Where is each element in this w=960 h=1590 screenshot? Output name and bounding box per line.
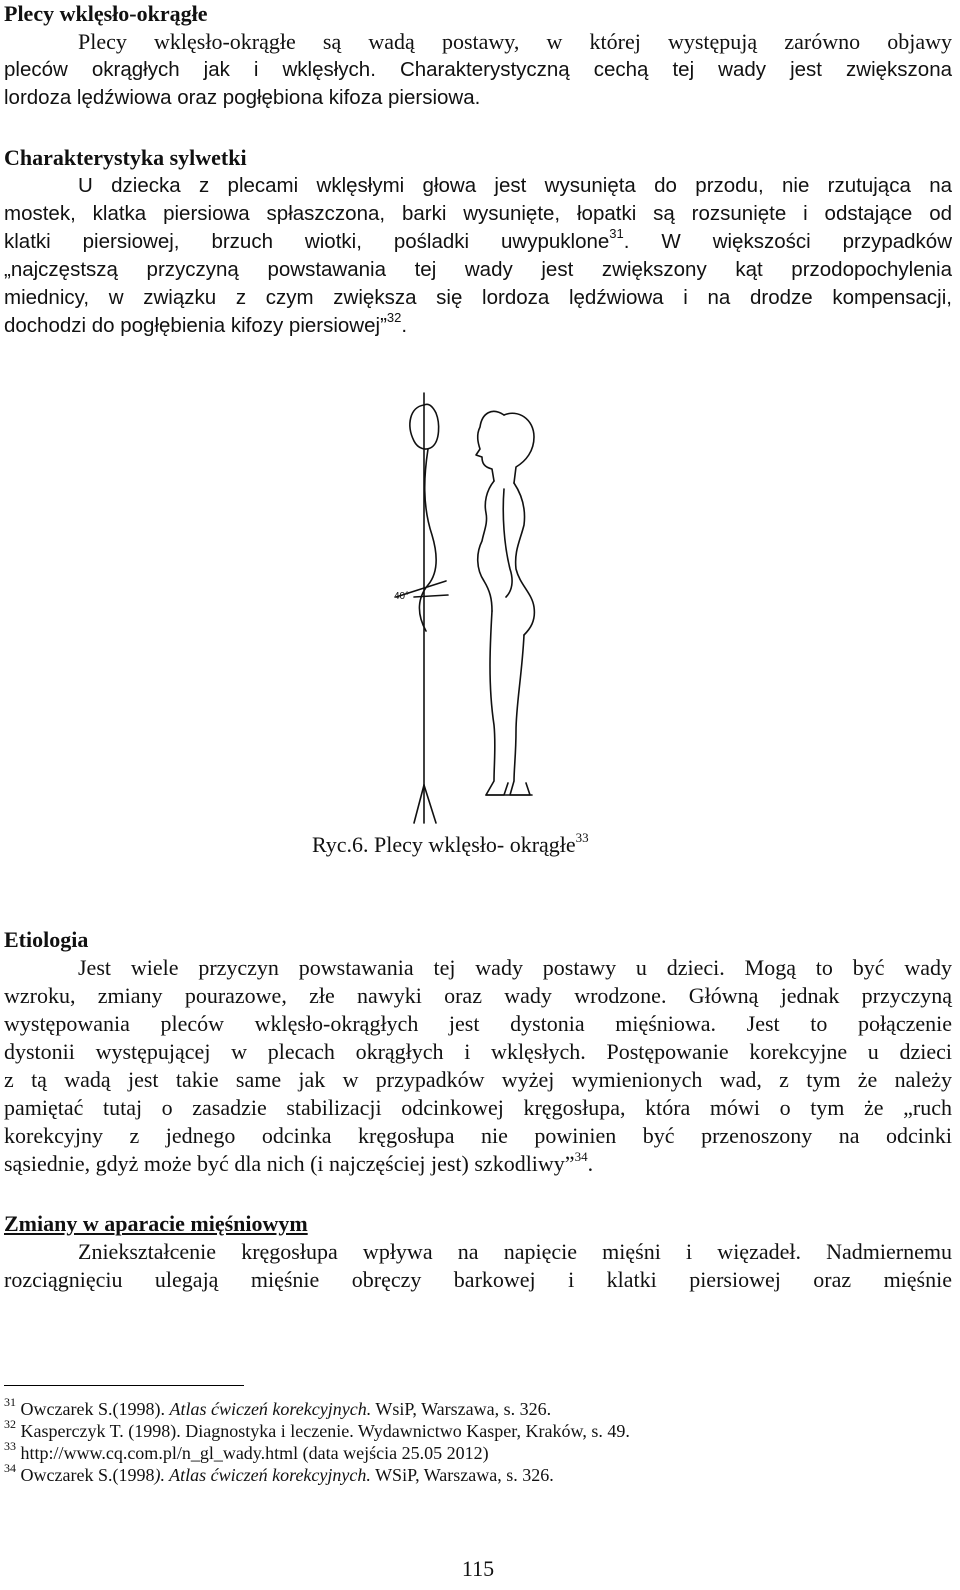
paragraph-line: z tą wadą jest takie same jak w przypadków wyżej wymienionych wad, z tym że należy: [4, 1067, 952, 1092]
paragraph-line: pleców okrągłych jak i wklęsłych. Charakterystyczną cechą tej wady jest zwiększona: [4, 58, 952, 81]
face-profile: [476, 411, 504, 481]
footnote-ref[interactable]: 32: [386, 310, 402, 326]
footnote-text: WsiP, Warszawa, s. 326.: [371, 1399, 552, 1419]
paragraph-line: występowania pleców wklęsło-okrągłych jest dystonia mięśniowa. Jest to połączenie: [4, 1011, 952, 1036]
paragraph-line: miednicy, w związku z czym zwiększa się lordoza lędźwiowa i na drodze kompensacji,: [4, 286, 952, 309]
paragraph-line: [4, 1150, 952, 1178]
paragraph-line: korekcyjny z jednego odcinka kręgosłupa nie powinien być przenoszony na odcinki: [4, 1123, 952, 1148]
section-heading-charakterystyka: Charakterystyka sylwetki: [4, 145, 247, 170]
footnote-number: 32: [4, 1417, 16, 1431]
footnote-ref[interactable]: 34: [574, 1148, 588, 1164]
footnote-text: Owczarek S.(1998).: [20, 1399, 170, 1419]
paragraph-line: „najczęstszą przyczyną powstawania tej wady jest zwiększony kąt przodopochylenia: [4, 258, 952, 281]
paragraph-line: [4, 312, 952, 340]
section-heading-etiologia: Etiologia: [4, 927, 89, 952]
front-torso: [478, 481, 494, 611]
footnote-number: 34: [4, 1461, 16, 1475]
text-run: .: [587, 1151, 594, 1176]
text-run: . W większości przypadków: [623, 230, 953, 253]
footnote-ref[interactable]: 33: [575, 829, 589, 845]
footnote-rule: [4, 1385, 244, 1386]
paragraph-line: Plecy wklęsło-okrągłe są wadą postawy, w której występują zarówno objawy: [78, 29, 952, 54]
paragraph-line: [4, 228, 952, 256]
front-leg: [486, 611, 508, 795]
footnote-text: Owczarek S.(1998: [20, 1465, 155, 1485]
paragraph-line: wzroku, zmiany pourazowe, złe nawyki oraz wady wrodzone. Główną jednak przyczyną: [4, 983, 952, 1008]
text-run: klatki piersiowej, brzuch wiotki, pośladki uwypuklone: [4, 230, 610, 253]
footnote: [4, 1395, 552, 1420]
hair-outline: [504, 413, 534, 483]
back-leg: [510, 635, 530, 795]
footnote-title: ). Atlas ćwiczeń korekcyjnych.: [154, 1465, 371, 1485]
paragraph-line: Jest wiele przyczyn powstawania tej wady postawy u dzieci. Mogą to być wady: [78, 955, 952, 980]
stand-leg: [414, 785, 424, 823]
caption-text: Ryc.6. Plecy wklęsło- okrągłe: [312, 832, 576, 857]
footnote-text: Kasperczyk T. (1998). Diagnostyka i leczenie. Wydawnictwo Kasper, Kraków, s. 49.: [20, 1421, 630, 1441]
paragraph-line: lordoza lędźwiowa oraz pogłębiona kifoza piersiowa.: [4, 86, 481, 109]
text-run: sąsiednie, gdyż może być dla nich (i najczęściej jest) szkodliwy”: [4, 1151, 575, 1176]
spine-curve: [419, 449, 436, 631]
footnote-link[interactable]: http://www.cq.com.pl/n_gl_wady.html (data wejścia 25.05 2012): [20, 1443, 489, 1463]
text-run: dochodzi do pogłębienia kifozy piersiowej”: [4, 314, 387, 337]
paragraph-line: rozciągnięciu ulegają mięśnie obręczy barkowej i klatki piersiowej oraz mięśnie: [4, 1267, 952, 1292]
footnote: [4, 1461, 554, 1486]
paragraph-line: Zniekształcenie kręgosłupa wpływa na napięcie mięśni i więzadeł. Nadmiernemu: [78, 1239, 952, 1264]
pelvis-line: [414, 595, 448, 597]
stand-leg: [424, 785, 436, 823]
section-heading-zmiany: Zmiany w aparacie mięśniowym: [4, 1211, 308, 1236]
section-heading-plecy: Plecy wklęsło-okrągłe: [4, 1, 208, 26]
figure-caption: [312, 829, 589, 858]
footnote-text: WSiP, Warszawa, s. 326.: [370, 1465, 554, 1485]
footnote-number: 31: [4, 1395, 16, 1409]
footnote: [4, 1417, 630, 1442]
angle-label: 40°: [394, 591, 410, 602]
page-number: 115: [461, 1556, 495, 1581]
paragraph-line: dystonii występującej w plecach okrągłych i wklęsłych. Postępowanie korekcyjne u dzieci: [4, 1039, 952, 1064]
back-torso: [514, 483, 534, 635]
footnote-ref[interactable]: 31: [609, 226, 624, 242]
paragraph-line: mostek, klatka piersiowa spłaszczona, barki wysunięte, łopatki są rozsunięte i odstające od: [4, 202, 952, 225]
text-run: .: [401, 314, 408, 337]
arm: [503, 489, 512, 597]
posture-illustration: [354, 385, 594, 825]
paragraph-line: pamiętać tutaj o zasadzie stabilizacji odcinkowej kręgosłupa, która mówi o tym że „ruch: [4, 1095, 952, 1120]
paragraph-line: U dziecka z plecami wklęsłymi głowa jest wysunięta do przodu, nie rzutująca na: [78, 174, 952, 197]
footnote: [4, 1439, 489, 1464]
footnote-title: Atlas ćwiczeń korekcyjnych.: [169, 1399, 372, 1419]
footnote-number: 33: [4, 1439, 16, 1453]
